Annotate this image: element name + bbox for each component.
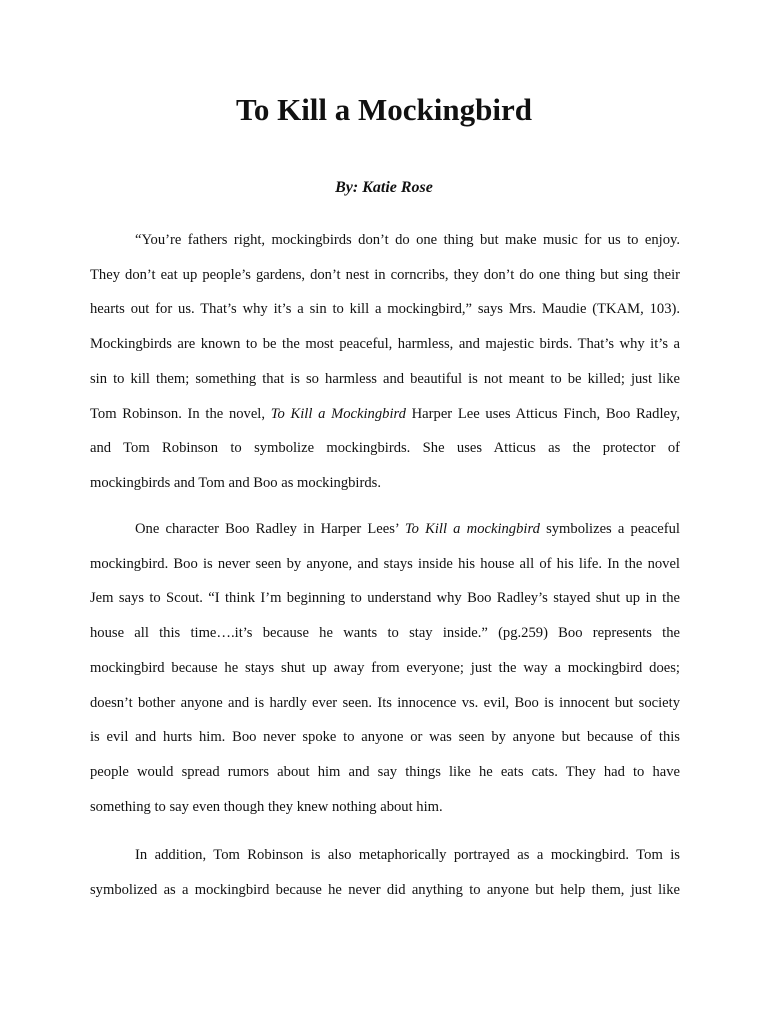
text-segment: In addition, Tom Robinson is also metaphorically portrayed as a mockingbird. Tom is [135,847,680,863]
paragraph-1-line-8 [90,472,680,494]
text-segment: sin to kill them; something that is so harmless and beautiful is not meant to be killed; just like [90,371,680,387]
text-segment: is evil and hurts him. Boo never spoke to anyone or was seen by anyone but because of this [90,729,680,745]
book-title-italic: To Kill a mockingbird [404,521,540,537]
text-segment: house all this time….it’s because he wants to stay inside.” (pg.259) Boo represents the [90,625,680,641]
text-segment: Jem says to Scout. “I think I’m beginning to understand why Boo Radley’s stayed shut up in the [90,590,680,606]
paragraph-1-line-2 [90,264,680,286]
paragraph-1-line-7 [90,437,680,459]
text-segment: “You’re fathers right, mockingbirds don’t do one thing but make music for us to enjoy. [135,232,680,248]
text-segment: doesn’t bother anyone and is hardly ever seen. Its innocence vs. evil, Boo is innocent but society [90,695,680,711]
text-segment: mockingbird because he stays shut up away from everyone; just the way a mockingbird does; [90,660,680,676]
paragraph-2-line-9 [90,796,680,818]
paragraph-2-line-5 [90,657,680,679]
author-byline: By: Katie Rose [335,179,433,196]
text-segment: One character Boo Radley in Harper Lees’ [135,521,405,537]
text-segment: symbolized as a mockingbird because he never did anything to anyone but help them, just like [90,882,680,898]
paragraph-1-line-3 [90,298,680,320]
paragraph-2-line-4 [90,622,680,644]
text-segment: hearts out for us. That’s why it’s a sin to kill a mockingbird,” says Mrs. Maudie (TKAM, 103). [90,301,680,317]
text-segment: something to say even though they knew nothing about him. [90,799,443,815]
book-title-italic: To Kill a Mockingbird [270,406,406,422]
paragraph-3-line-2 [90,879,680,901]
paragraph-1-line-1 [135,229,680,251]
paragraph-3-line-1 [135,844,680,866]
text-segment: Mockingbirds are known to be the most peaceful, harmless, and majestic birds. That’s why it’s a [90,336,680,352]
paragraph-1-line-6 [90,403,680,425]
text-segment: mockingbird. Boo is never seen by anyone, and stays inside his house all of his life. In the novel [90,556,680,572]
paragraph-2-line-7 [90,726,680,748]
paragraph-2-line-6 [90,692,680,714]
text-segment: Harper Lee uses Atticus Finch, Boo Radley, [405,406,680,422]
text-segment: mockingbirds and Tom and Boo as mockingbirds. [90,475,381,491]
paragraph-1-line-4 [90,333,680,355]
text-segment: people would spread rumors about him and say things like he eats cats. They had to have [90,764,680,780]
text-segment: They don’t eat up people’s gardens, don’t nest in corncribs, they don’t do one thing but sing their [90,267,680,283]
paragraph-2-line-3 [90,587,680,609]
paragraph-2-line-2 [90,553,680,575]
paragraph-2-line-1 [135,518,680,540]
text-segment: symbolizes a peaceful [539,521,680,537]
text-segment: Tom Robinson. In the novel, [90,406,271,422]
paragraph-1-line-5 [90,368,680,390]
document-title: To Kill a Mockingbird [236,92,532,127]
text-segment: and Tom Robinson to symbolize mockingbirds. She uses Atticus as the protector of [90,440,680,456]
paragraph-2-line-8 [90,761,680,783]
